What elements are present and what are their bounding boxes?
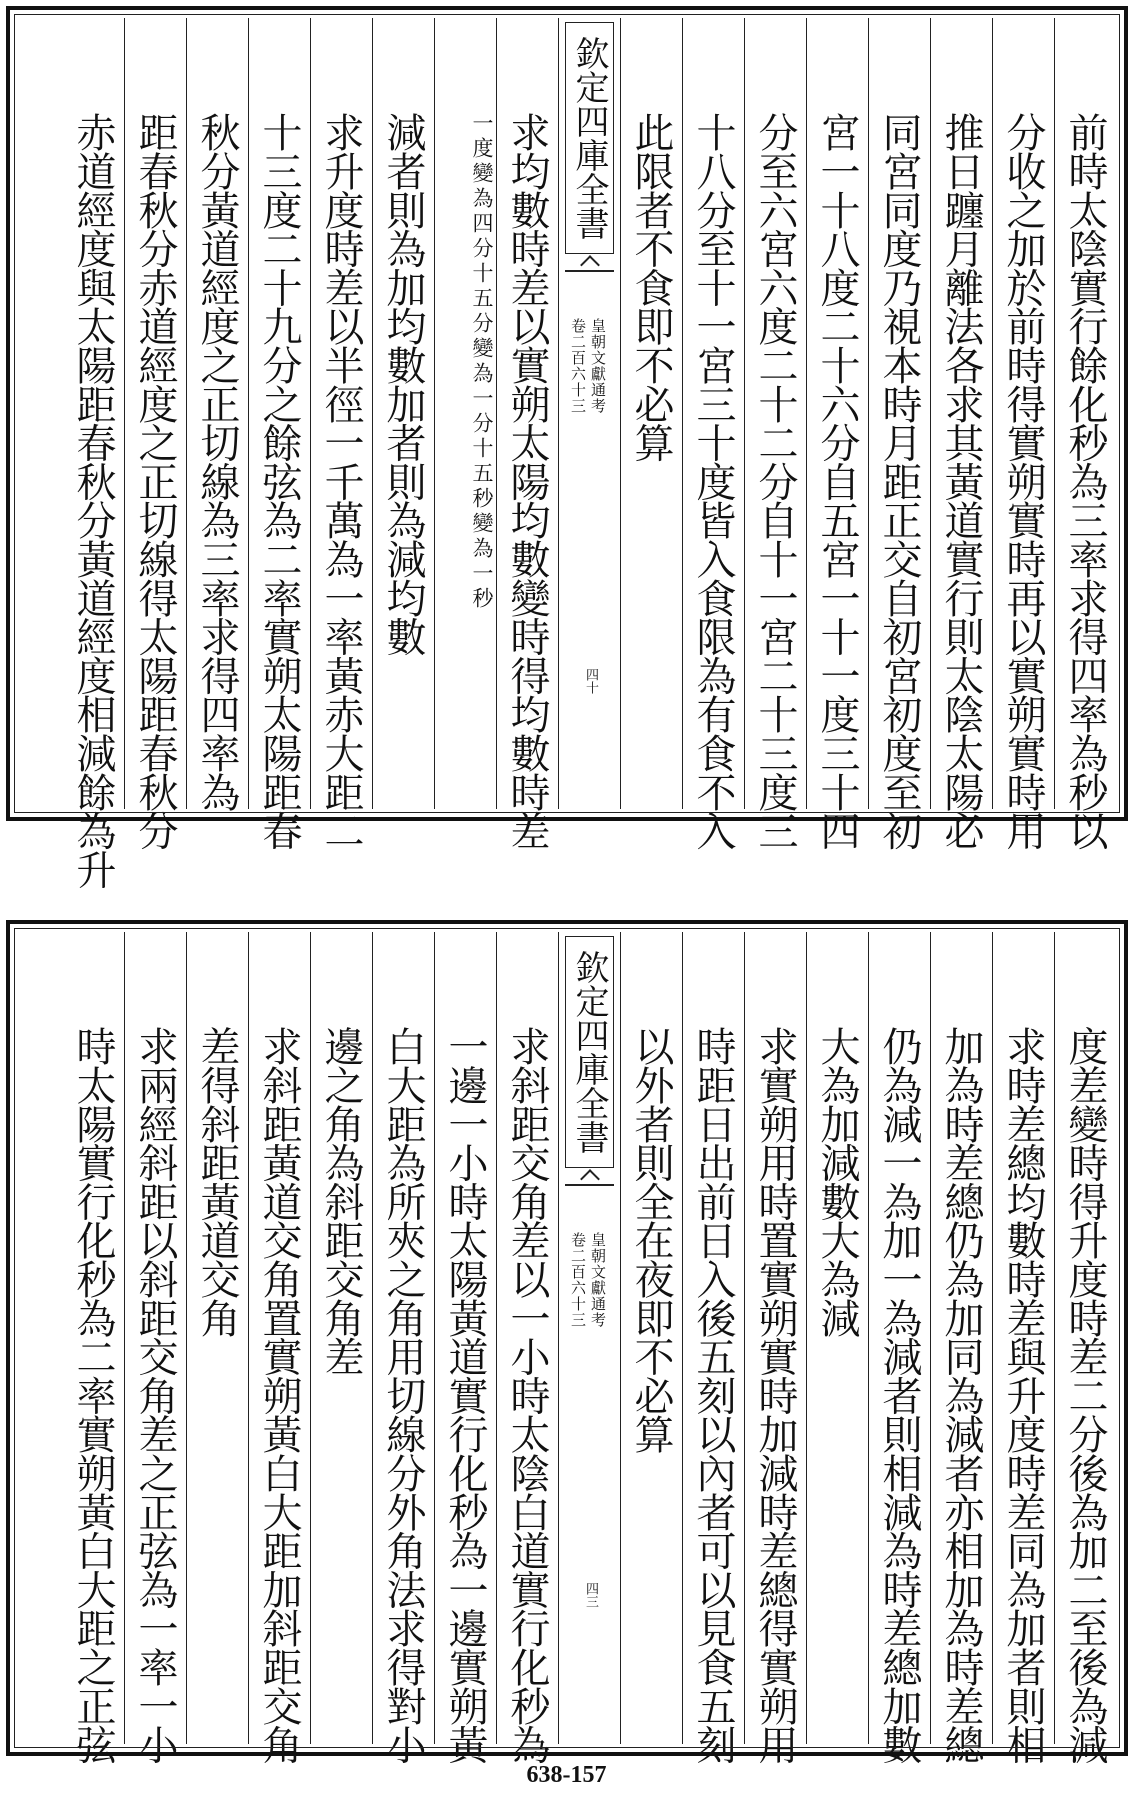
text-column: 仍為減一為加一為減者則相減為時差總加數 [868,932,930,1744]
text-column: 求兩經斜距以斜距交角差之正弦為一率一小 [124,932,186,1744]
text-column: 同宮同度乃視本時月距正交自初宮初度至初 [868,18,930,809]
text-column: 求斜距交角差以一小時太陰白道實行化秒為 [496,932,558,1744]
text-column: 加為時差總仍為加同為減者亦相加為時差總 [930,932,992,1744]
folio-number: 四三 [583,1582,598,1608]
text-column: 分至六宮六度二十二分自十一宮二十三度三 [744,18,806,809]
center-margin [558,932,620,1744]
text-column: 以外者則全在夜即不必算 [620,932,682,1744]
bottom-page [6,920,1128,1764]
volume-label: 皇朝文獻通考 卷二百六十三 [569,318,607,414]
text-column: 差得斜距黃道交角 [186,932,248,1744]
text-column: 十八分至十一宮三十度皆入食限為有食不入 [682,18,744,809]
text-column: 邊之角為斜距交角差 [310,932,372,1744]
text-column: 秋分黃道經度之正切線為三率求得四率為 [186,18,248,809]
text-column: 時太陽實行化秒為二率實朔黃白大距之正弦 [70,1026,116,1764]
text-column: 推日躔月離法各求其黃道實行則太陰太陽必 [930,18,992,809]
text-column: 分收之加於前時得實朔實時再以實朔實時用 [992,18,1054,809]
bottom-columns [18,932,1116,1764]
annotation-column: 一度變為四分十五分變為一分十五秒變為一秒 [434,18,496,809]
folio-number: 四十 [583,668,598,694]
text-column: 求均數時差以實朔太陽均數變時得均數時差 [496,18,558,809]
text-column: 距春秋分赤道經度之正切線得太陽距春秋分 [124,18,186,809]
fish-tail-mark [565,1168,614,1186]
text-column: 時距日出前日入後五刻以內者可以見食五刻 [682,932,744,1744]
center-margin [558,18,620,809]
text-column: 求升度時差以半徑一千萬為一率黃赤大距二 [310,18,372,809]
text-column: 十三度二十九分之餘弦為二率實朔太陽距春 [248,18,310,809]
top-page [6,6,1128,889]
text-column: 宮一十八度二十六分自五宮一十一度三十四 [806,18,868,809]
text-column: 赤道經度與太陽距春秋分黃道經度相減餘為升 [70,112,116,889]
text-segment: 均數加者則為減均數 [380,306,426,656]
top-columns [18,18,1116,889]
text-column: 一邊一小時太陽黃道實行化秒為一邊實朔黃 [434,932,496,1744]
page-number: 638-157 [526,1762,607,1788]
fish-tail-mark [565,254,614,272]
book-title: 欽定四庫全書 [565,22,614,254]
text-column: 求斜距黃道交角置實朔黃白大距加斜距交角 [248,932,310,1744]
text-column: 白大距為所夾之角用切線分外角法求得對小 [372,932,434,1744]
text-column: 此限者不食即不必算 [620,18,682,809]
volume-label: 皇朝文獻通考 卷二百六十三 [569,1232,607,1328]
text-column: 度差變時得升度時差二分後為加二至後為減 [1054,932,1116,1744]
text-column: 前時太陰實行餘化秒為三率求得四率為秒以 [1054,18,1116,809]
text-column [372,18,434,809]
book-title: 欽定四庫全書 [565,936,614,1168]
text-column: 大為加減數大為減 [806,932,868,1744]
text-column: 求實朔用時置實朔實時加減時差總得實朔用 [744,932,806,1744]
text-column: 求時差總均數時差與升度時差同為加者則相 [992,932,1054,1744]
text-segment: 減者則為加 [380,112,426,307]
